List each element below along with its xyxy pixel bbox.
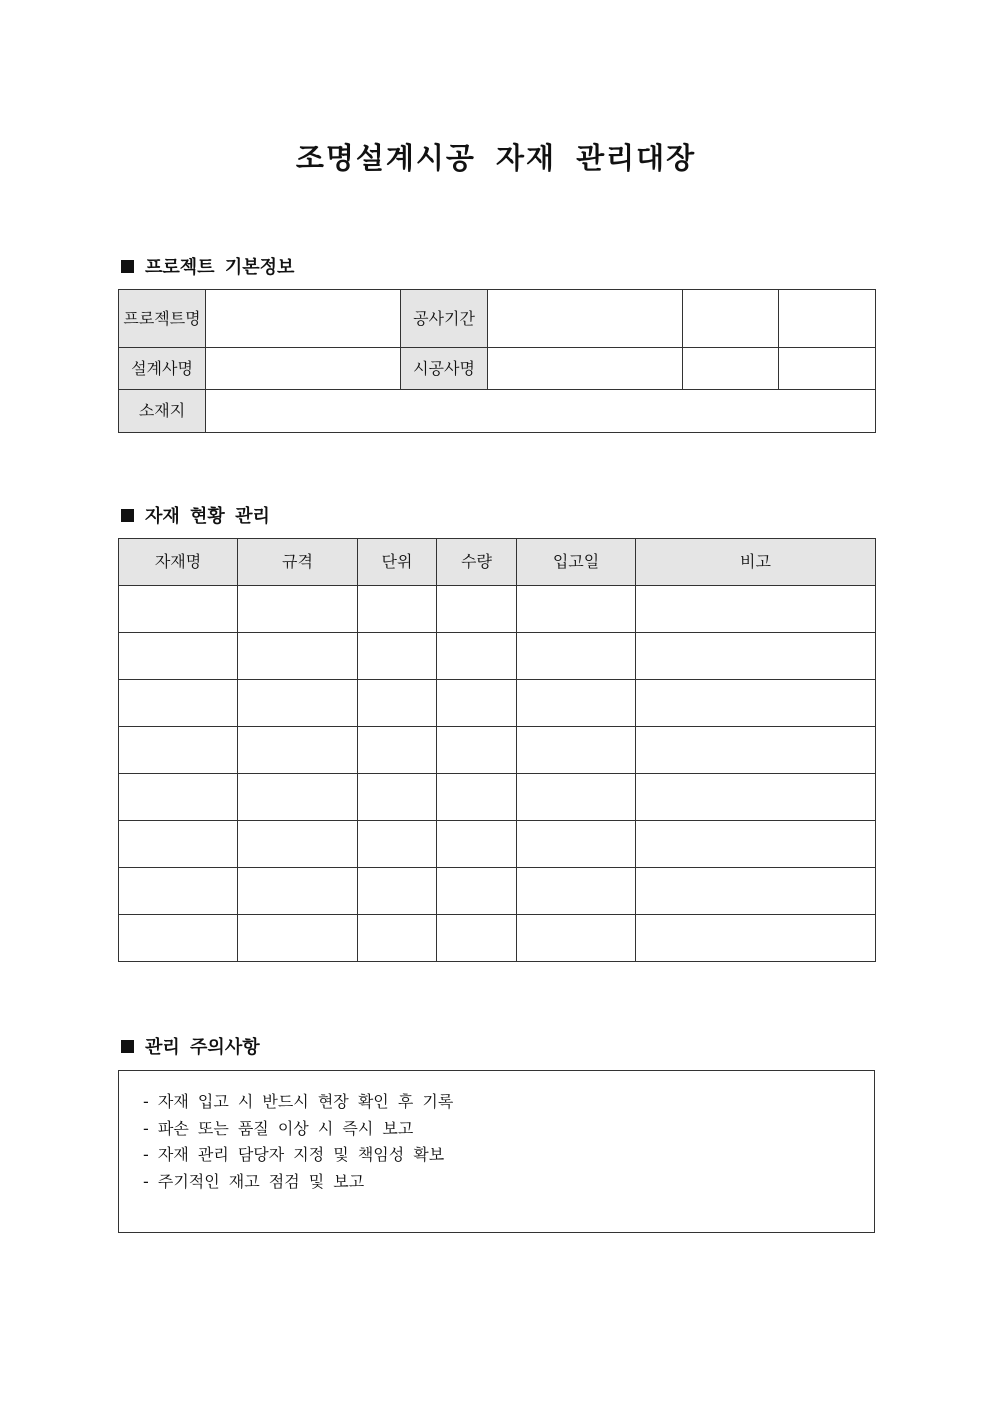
table-cell[interactable] [636,727,876,774]
table-cell[interactable] [517,774,636,821]
table-cell[interactable] [238,727,358,774]
project-name-label: 프로젝트명 [119,290,206,348]
project-info-heading [119,253,294,279]
table-cell[interactable] [119,680,238,727]
note-item: - 파손 또는 품질 이상 시 즉시 보고 [143,1118,414,1138]
table-cell[interactable] [636,915,876,962]
table-cell[interactable] [119,586,238,633]
table-cell[interactable] [119,915,238,962]
extra-field-3[interactable] [683,348,779,390]
table-cell[interactable] [358,868,437,915]
contractor-field[interactable] [488,348,683,390]
management-notes-box [118,1070,875,1233]
table-cell[interactable] [636,633,876,680]
table-cell[interactable] [119,821,238,868]
table-cell[interactable] [437,915,517,962]
table-cell[interactable] [517,821,636,868]
table-cell[interactable] [636,868,876,915]
table-row [119,680,876,727]
column-header: 입고일 [517,539,636,586]
project-name-field[interactable] [206,290,401,348]
column-header: 수량 [437,539,517,586]
material-status-table [118,538,876,962]
construction-period-label: 공사기간 [401,290,488,348]
table-cell[interactable] [358,727,437,774]
table-cell[interactable] [358,633,437,680]
square-bullet-icon [121,260,134,273]
table-cell[interactable] [238,586,358,633]
table-cell[interactable] [238,915,358,962]
table-cell[interactable] [517,915,636,962]
table-cell[interactable] [517,727,636,774]
table-cell[interactable] [437,633,517,680]
location-label: 소재지 [119,390,206,433]
table-cell[interactable] [517,680,636,727]
table-cell[interactable] [437,586,517,633]
table-row [119,633,876,680]
management-notes-heading [119,1033,260,1059]
designer-field[interactable] [206,348,401,390]
square-bullet-icon [121,1040,134,1053]
table-cell[interactable] [358,774,437,821]
management-notes-heading-text: 관리 주의사항 [145,1037,260,1058]
table-cell[interactable] [119,727,238,774]
column-header: 자재명 [119,539,238,586]
table-cell[interactable] [636,586,876,633]
construction-period-field[interactable] [488,290,683,348]
table-cell[interactable] [358,821,437,868]
table-cell[interactable] [119,868,238,915]
extra-field-2[interactable] [779,290,876,348]
column-header: 비고 [636,539,876,586]
table-row [119,821,876,868]
table-cell[interactable] [358,586,437,633]
square-bullet-icon [121,509,134,522]
table-row [119,727,876,774]
document-title: 조명설계시공 자재 관리대장 [295,141,697,175]
table-cell[interactable] [437,868,517,915]
designer-label: 설계사명 [119,348,206,390]
material-status-heading [119,502,270,528]
table-cell[interactable] [238,774,358,821]
table-cell[interactable] [636,774,876,821]
table-cell[interactable] [238,821,358,868]
note-item: - 자재 입고 시 반드시 현장 확인 후 기록 [143,1092,454,1111]
table-row [119,868,876,915]
table-cell[interactable] [517,586,636,633]
table-cell[interactable] [437,774,517,821]
table-row [119,774,876,821]
table-cell[interactable] [437,821,517,868]
table-cell[interactable] [358,680,437,727]
contractor-label: 시공사명 [401,348,488,390]
column-header: 규격 [238,539,358,586]
table-cell[interactable] [238,680,358,727]
project-info-table [118,289,876,433]
notes-list [119,1071,874,1195]
table-row [119,586,876,633]
extra-field-4[interactable] [779,348,876,390]
table-cell[interactable] [119,774,238,821]
table-cell[interactable] [517,868,636,915]
table-cell[interactable] [636,680,876,727]
material-table-header-row [119,539,876,586]
location-field[interactable] [206,390,876,433]
table-cell[interactable] [358,915,437,962]
extra-field-1[interactable] [683,290,779,348]
table-cell[interactable] [119,633,238,680]
table-cell[interactable] [238,633,358,680]
table-cell[interactable] [238,868,358,915]
table-cell[interactable] [636,821,876,868]
table-row [119,915,876,962]
note-item: - 자재 관리 담당자 지정 및 책임성 확보 [143,1145,445,1164]
column-header: 단위 [358,539,437,586]
project-info-heading-text: 프로젝트 기본정보 [145,257,295,278]
table-cell[interactable] [437,680,517,727]
material-status-heading-text: 자재 현황 관리 [145,506,270,527]
table-cell[interactable] [437,727,517,774]
note-item: - 주기적인 재고 점검 및 보고 [143,1171,365,1191]
table-cell[interactable] [517,633,636,680]
